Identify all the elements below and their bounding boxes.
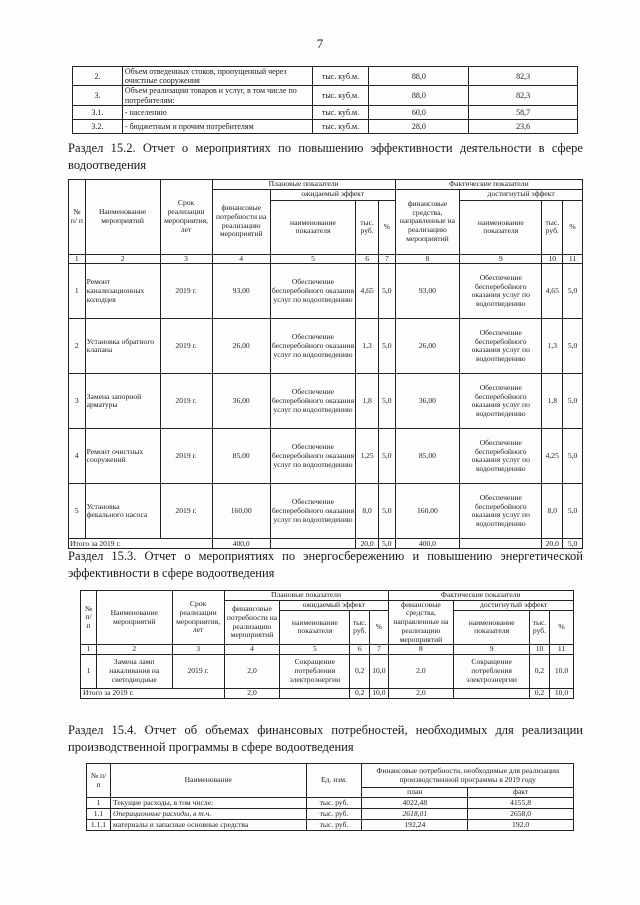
table-row: 2. Объем отведенных стоков, пропущенный через очистные сооружения тыс. куб.м. 88,0 82,3: [73, 67, 578, 86]
section-15-4-heading: Раздел 15.4. Отчет об объемах финансовых потребностей, необходимых для реализации производственной программы в сфере водоотведения: [68, 723, 583, 754]
thousand-rub-header: тыс. руб.: [356, 200, 379, 254]
indicator-header: наименование показателя: [454, 610, 530, 645]
indicator-header: наименование показателя: [270, 200, 355, 254]
fact-header: Фактические показатели: [388, 591, 574, 601]
table-row: 3 Замена запорной арматуры 2019 г. 36,00 Обеспечение бесперебойного оказания услуг по водоотведению 1,8 5,0 36,00 Обеспечение бесперебойного оказания услуг по водоотведению 1,8 5,0: [69, 374, 583, 429]
efficiency-measures-table: [68, 179, 583, 549]
percent-header: %: [370, 610, 388, 645]
percent-header: %: [563, 200, 583, 254]
achieved-effect-header: достигнутый эффект: [460, 189, 583, 200]
column-number: 4: [212, 254, 270, 264]
column-number: 1: [69, 254, 86, 264]
financial-needs-table: [86, 763, 574, 831]
column-number: 6: [350, 645, 370, 655]
total-row: Итого за 2019 г. 400,0 20,0 5,0 400,0 20,0 5,0: [69, 539, 583, 549]
col-term-header: Срок реализации мероприятия, лет: [172, 591, 224, 645]
expected-effect-header: ожидаемый эффект: [280, 600, 388, 610]
plan-header: Плановые показатели: [212, 180, 395, 190]
col-name-header: Наименование мероприятий: [85, 180, 160, 255]
percent-header: %: [549, 610, 573, 645]
indicator-header: наименование показателя: [280, 610, 350, 645]
col-num-header: № п/ п: [69, 180, 86, 255]
section-15-3-heading: Раздел 15.3. Отчет о мероприятиях по энергосбережению и повышению энергетической эффективности в сфере водоотведения: [68, 549, 583, 580]
table-row: 2 Установка обратного клапана 2019 г. 26,00 Обеспечение бесперебойного оказания услуг по водоотведению 1,3 5,0 26,00 Обеспечение бесперебойного оказания услуг по водоотведению 1,3 5,0: [69, 319, 583, 374]
percent-header: %: [379, 200, 396, 254]
page-number: 7: [316, 36, 324, 51]
col-num-header: № п/п: [87, 764, 111, 798]
table-row: 3. Объем реализации товаров и услуг, в том числе по потребителям: тыс. куб.м. 88,0 82,3: [73, 86, 578, 105]
fin-fact-header: финансовые средства, направленные на реализацию мероприятий: [388, 600, 454, 645]
column-number: 1: [81, 645, 97, 655]
column-number: 4: [224, 645, 280, 655]
column-number: 9: [454, 645, 530, 655]
fin-fact-header: финансовые средства, направленные на реализацию мероприятий: [395, 189, 460, 254]
section-15-2-heading: Раздел 15.2. Отчет о мероприятиях по повышению эффективности деятельности в сфере водоотведения: [68, 141, 583, 172]
thousand-rub-header: тыс. руб.: [350, 610, 370, 645]
column-numbers-row: [81, 645, 574, 655]
column-number: 9: [460, 254, 542, 264]
column-number: 2: [96, 645, 172, 655]
table-row: 1 Ремонт канализационных колодцев 2019 г. 93,00 Обеспечение бесперебойного оказания услуг по водоотведению 4,65 5,0 93,00 Обеспечение бесперебойного оказания услуг по водоотведению 4,65 5,0: [69, 264, 583, 319]
needs-header: Финансовые потребности, необходимые для реализации производственной программы в 2019 году: [362, 764, 574, 788]
achieved-effect-header: достигнутый эффект: [454, 600, 574, 610]
fact-header: Фактические показатели: [395, 180, 582, 190]
fact-header: факт: [468, 788, 574, 798]
col-term-header: Срок реализации мероприятия, лет: [160, 180, 212, 255]
column-number: 6: [356, 254, 379, 264]
thousand-rub-header: тыс. руб.: [530, 610, 550, 645]
table-row: 1.1.1 материалы и запасные основные средства тыс. руб. 192,24 192,0: [87, 820, 574, 831]
fin-plan-header: финансовые потребности на реализацию мероприятий: [224, 600, 280, 645]
column-number: 7: [370, 645, 388, 655]
column-number: 5: [280, 645, 350, 655]
column-number: 11: [563, 254, 583, 264]
fin-plan-header: финансовые потребности на реализацию мероприятий: [212, 189, 270, 254]
column-number: 11: [549, 645, 573, 655]
col-name-header: Наименование мероприятий: [96, 591, 172, 645]
col-name-header: Наименование: [110, 764, 306, 798]
column-number: 2: [85, 254, 160, 264]
plan-header: план: [362, 788, 468, 798]
col-unit-header: Ед. изм.: [306, 764, 362, 798]
column-number: 7: [379, 254, 396, 264]
column-number: 8: [388, 645, 454, 655]
energy-saving-table: [80, 590, 574, 699]
column-number: 8: [395, 254, 460, 264]
plan-header: Плановые показатели: [224, 591, 388, 601]
table-row: 1 Замена ламп накаливания на светодиодные 2019 г. 2,0 Сокращение потребления электроэнергии 0,2 10,0 2,0 Сокращение потребления электроэнергии 0,2 10,0: [81, 655, 574, 689]
expected-effect-header: ожидаемый эффект: [270, 189, 395, 200]
column-number: 3: [160, 254, 212, 264]
total-row: Итого за 2019 г. 2,0 0,2 10,0 2,0 0,2 10,0: [81, 689, 574, 699]
production-volumes-table: [72, 66, 578, 134]
thousand-rub-header: тыс. руб.: [542, 200, 563, 254]
table-row: 1 Текущие расходы, в том числе: тыс. руб. 4022,48 4155,8: [87, 798, 574, 809]
column-numbers-row: [69, 254, 583, 264]
column-number: 10: [542, 254, 563, 264]
table-row: 4 Ремонт очистных сооружений 2019 г. 85,00 Обеспечение бесперебойного оказания услуг по водоотведению 1,25 5,0 85,00 Обеспечение бесперебойного оказания услуг по водоотведению 4,25 5,0: [69, 429, 583, 484]
col-num-header: № п/ п: [81, 591, 97, 645]
column-number: 5: [270, 254, 355, 264]
table-row: 1.1 Операционные расходы, в т.ч. тыс. руб. 2618,01 2658,0: [87, 809, 574, 820]
indicator-header: наименование показателя: [460, 200, 542, 254]
table-row: 5 Установка фекального насоса 2019 г. 160,00 Обеспечение бесперебойного оказания услуг по водоотведению 8,0 5,0 160,00 Обеспечение бесперебойного оказания услуг по водоотведению 8,0 5,0: [69, 484, 583, 539]
table-row: 3.1. - населению тыс. куб.м. 60,0 58,7: [73, 105, 578, 119]
table-row: 3.2. - бюджетным и прочим потребителям тыс. куб.м. 28,0 23,6: [73, 119, 578, 133]
column-number: 3: [172, 645, 224, 655]
column-number: 10: [530, 645, 550, 655]
